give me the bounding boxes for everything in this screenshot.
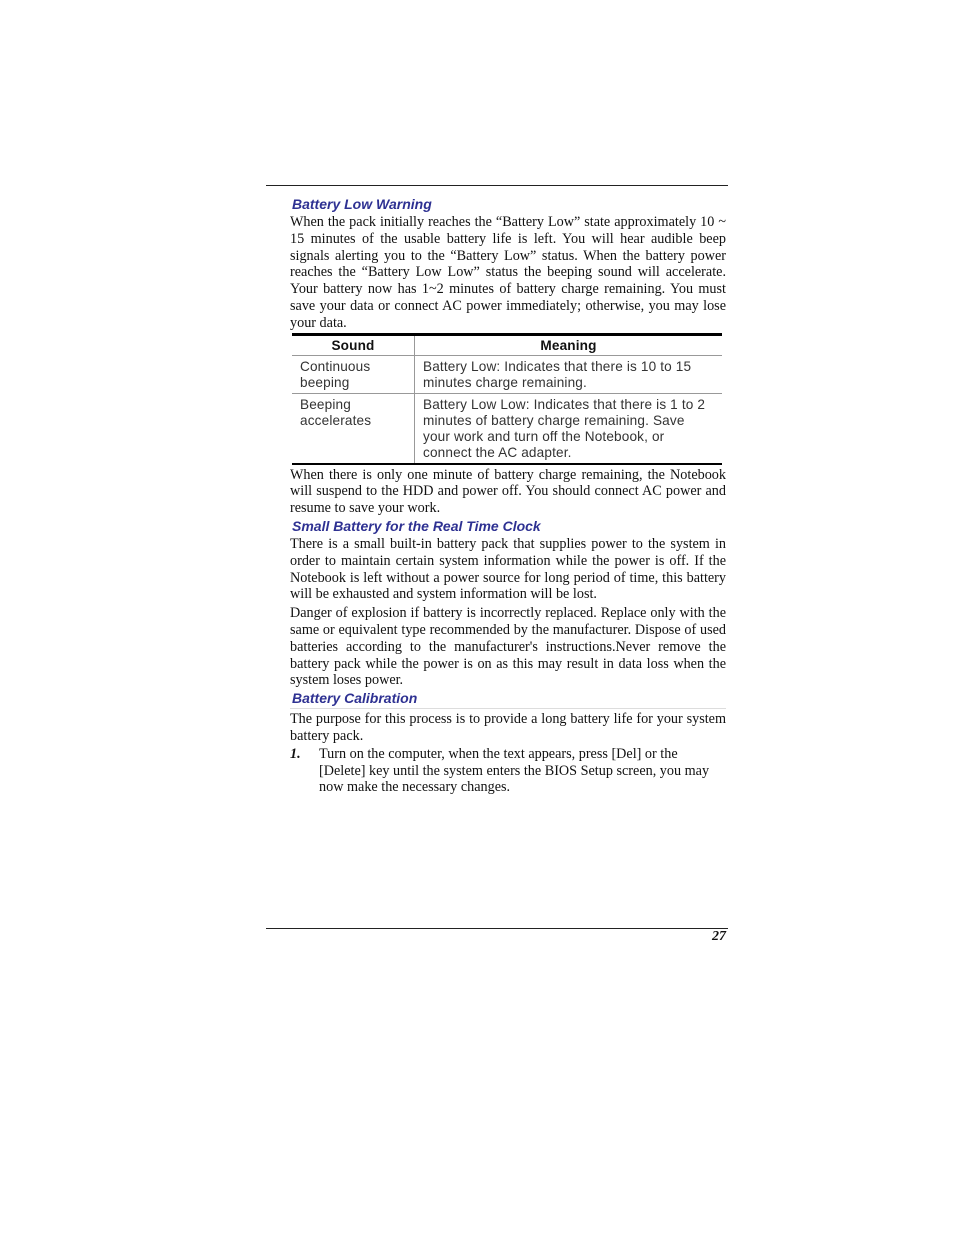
footer-rule [266, 928, 728, 929]
list-item [290, 746, 726, 796]
cell-meaning: Battery Low Low: Indicates that there is 1 to 2 minutes of battery charge remaining. Save your work and turn off the Notebook, or connect the AC adapter. [423, 396, 706, 460]
table-header-row [292, 334, 722, 355]
cell-sound: Beeping accelerates [292, 393, 415, 464]
header-rule [266, 185, 728, 186]
section-heading-battery-calibration: Battery Calibration [292, 690, 418, 707]
table-row [292, 393, 722, 464]
rtc-paragraph-2: Danger of explosion if battery is incorrectly replaced. Replace only with the same or equivalent type recommended by the manufacturer. Dispose of used batteries according to the manufacturer's instructions.Never remove the battery pack while the power is on as this may result in data loss when the system loses power. [290, 605, 726, 689]
rtc-paragraph-1: There is a small built-in battery pack that supplies power to the system in order to maintain certain system information while the power is off. If the Notebook is left without a power source for long period of time, this battery will be exhausted and system information will be lost. [290, 535, 726, 603]
header-meaning: Meaning [415, 334, 723, 355]
step-number: 1. [290, 745, 301, 762]
calibration-intro: The purpose for this process is to provide a long battery life for your system battery pack. [290, 711, 726, 744]
cell-sound: Continuous beeping [292, 355, 415, 393]
header-sound: Sound [292, 334, 415, 355]
cell-meaning: Battery Low: Indicates that there is 10 to 15 minutes charge remaining. [415, 355, 723, 393]
page-number: 27 [712, 929, 726, 944]
section-heading-battery-low-warning: Battery Low Warning [292, 196, 432, 212]
battery-low-outro: When there is only one minute of battery charge remaining, the Notebook will suspend to the HDD and power off. You should connect AC power and resume to save your work. [290, 466, 726, 517]
step-text: Turn on the computer, when the text appears, press [Del] or the [Delete] key until the system enters the BIOS Setup screen, you may now make the necessary changes. [319, 745, 710, 796]
section-heading-rtc-battery: Small Battery for the Real Time Clock [292, 517, 541, 534]
page-content [290, 195, 726, 796]
battery-low-intro: When the pack initially reaches the “Battery Low” state approximately 10 ~ 15 minutes of the usable battery life is left. You will hear audible beep signals alerting you to the “Battery Low” status. When the battery power reaches the “Battery Low Low” status the beeping sound will accelerate. Your battery now has 1~2 minutes of battery charge remaining. You must save your data or connect AC power immediately; otherwise, you may lose your data. [290, 214, 726, 331]
sound-meaning-table [292, 333, 722, 465]
table-row [292, 355, 722, 393]
calibration-rule [290, 708, 726, 709]
